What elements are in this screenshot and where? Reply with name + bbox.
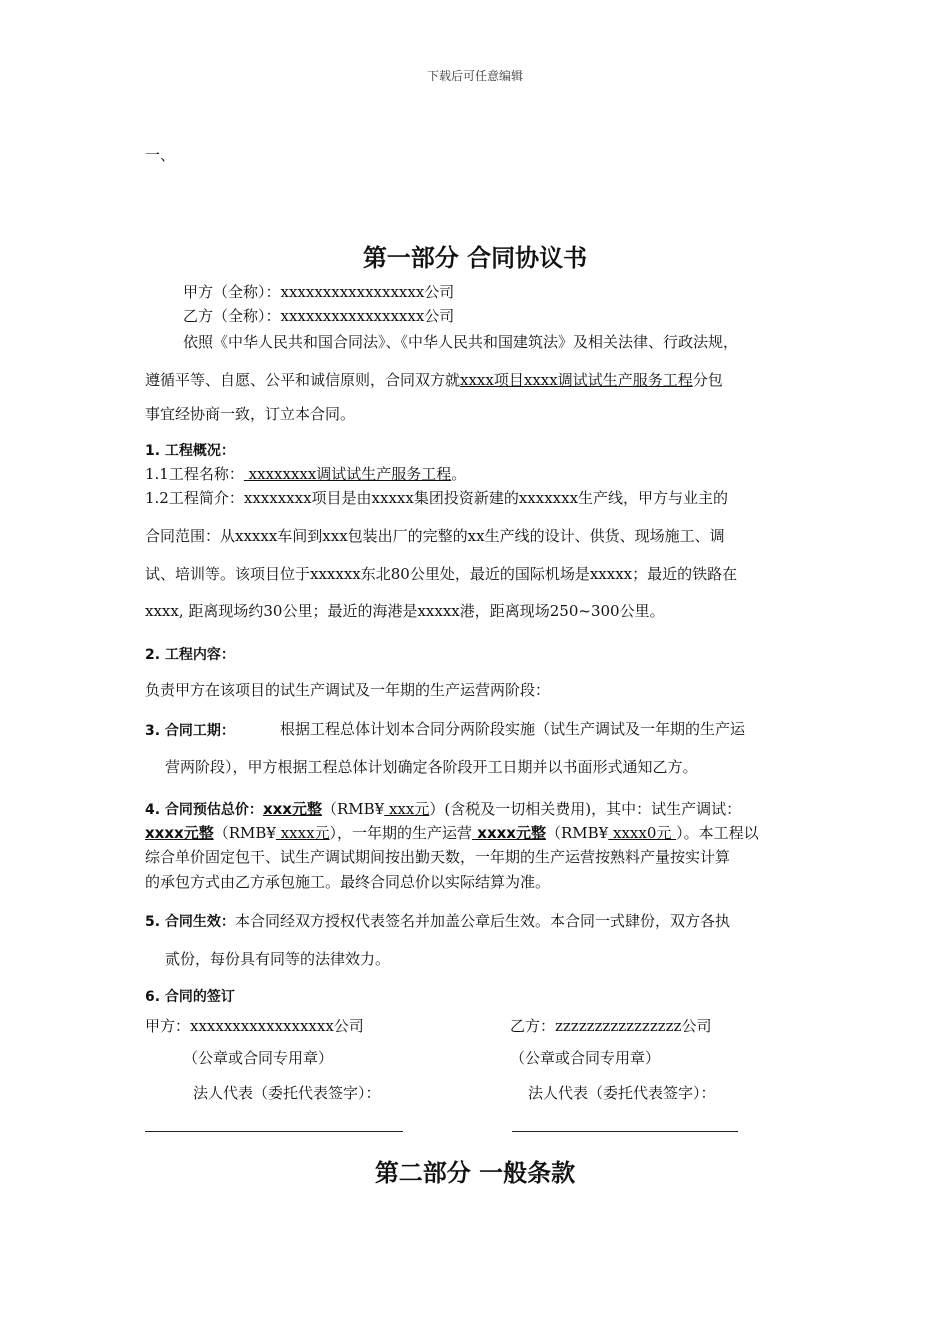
text: （RMB¥ [546,824,609,842]
section-2-title: 2. 工程内容： [145,647,235,663]
page-header-note: 下载后可任意编辑 [426,69,523,83]
signature-line-b [512,1131,738,1132]
project-name-value: xxxxxxxx调试试生产服务工程 [243,465,452,483]
text: （RMB¥ [213,824,276,842]
seal-party-b: （公章或合同专用章） [510,1049,661,1067]
text: 本合同经双方授权代表签名并加盖公章后生效。本合同一式肆份，双方各执 [234,912,730,930]
section-4-line-1 [145,799,741,820]
label: 1.1工程名称： [145,465,244,483]
section-2-body: 负责甲方在该项目的试生产调试及一年期的生产运营两阶段： [145,681,551,699]
section-4-line-3: 综合单价固定包干、试生产调试期间按出勤天数，一年期的生产运营按熟料产量按实计算 [145,848,731,866]
section-3-line-1: 根据工程总体计划本合同分两阶段实施（试生产调试及一年期的生产运 [280,720,746,738]
part1-title: 第一部分 合同协议书 [362,244,588,272]
text: ）。本工程以 [676,824,759,842]
project-intro-line-4: xxxx, 距离现场约30公里；最近的海港是xxxxx港，距离现场250~300公里。 [145,602,665,620]
project-name-underlined: xxxx项目xxxx调试试生产服务工程 [460,371,693,389]
signature-line-a [145,1131,403,1132]
project-intro-line-1: 1.2工程简介：xxxxxxxx项目是由xxxxx集团投资新建的xxxxxxx生产线，甲方与业主的 [145,489,729,507]
text: （RMB¥ [321,800,385,818]
sign-party-a: 甲方：xxxxxxxxxxxxxxxxx公司 [145,1017,364,1035]
section-6-title: 6. 合同的签订 [145,989,235,1005]
trial-price: xxxx元整 [145,824,214,842]
total-price: xxx元整 [262,800,322,818]
section-5-line-2: 贰份，每份具有同等的法律效力。 [165,950,391,968]
section-3-line-2: 营两阶段），甲方根据工程总体计划确定各阶段开工日期并以书面形式通知乙方。 [165,758,698,776]
party-a-line: 甲方（全称）：xxxxxxxxxxxxxxxxx公司 [183,283,455,301]
section-1-title: 1. 工程概况： [145,443,235,459]
section-4-line-2 [145,823,759,843]
operation-rmb: xxxx0元 [608,824,677,842]
section-5-line-1 [145,911,730,932]
project-intro-line-3: 试、培训等。该项目位于xxxxxx东北80公里处，最近的国际机场是xxxxx；最近的铁路在 [145,565,738,583]
section-4-title: 4. 合同预估总价： [145,802,263,818]
total-rmb: xxx元 [384,800,430,818]
section-4-line-4: 的承包方式由乙方承包施工。最终合同总价以实际结算为准。 [145,873,551,891]
intro-line-2 [145,370,723,390]
section-3-title: 3. 合同工期： [145,723,235,739]
part2-title: 第二部分 一般条款 [374,1159,576,1187]
intro-line-3: 事宜经协商一致，订立本合同。 [145,405,356,423]
project-intro-line-2: 合同范围：从xxxxx车间到xxx包装出厂的完整的xx生产线的设计、供货、现场施工、调 [145,527,725,545]
text: ）(含税及一切相关费用)，其中：试生产调试： [429,800,742,818]
intro-text: 遵循平等、自愿、公平和诚信原则，合同双方就 [145,371,461,389]
section-5-title: 5. 合同生效： [145,914,235,930]
sign-party-b: 乙方：zzzzzzzzzzzzzzzz公司 [510,1017,712,1035]
trial-rmb: xxxx元 [275,824,330,842]
punct: 。 [451,465,467,483]
project-name-line [145,464,466,484]
rep-party-a: 法人代表（委托代表签字）： [193,1084,381,1102]
intro-text: 分包 [692,371,723,389]
list-marker: 一、 [145,146,176,164]
rep-party-b: 法人代表（委托代表签字）： [528,1084,716,1102]
intro-line-1: 依照《中华人民共和国合同法》、《中华人民共和国建筑法》及相关法律、行政法规， [183,333,739,351]
seal-party-a: （公章或合同专用章） [183,1049,334,1067]
text: ），一年期的生产运营 [329,824,473,842]
party-b-line: 乙方（全称）：xxxxxxxxxxxxxxxxx公司 [183,307,455,325]
operation-price: xxxx元整 [472,824,546,842]
